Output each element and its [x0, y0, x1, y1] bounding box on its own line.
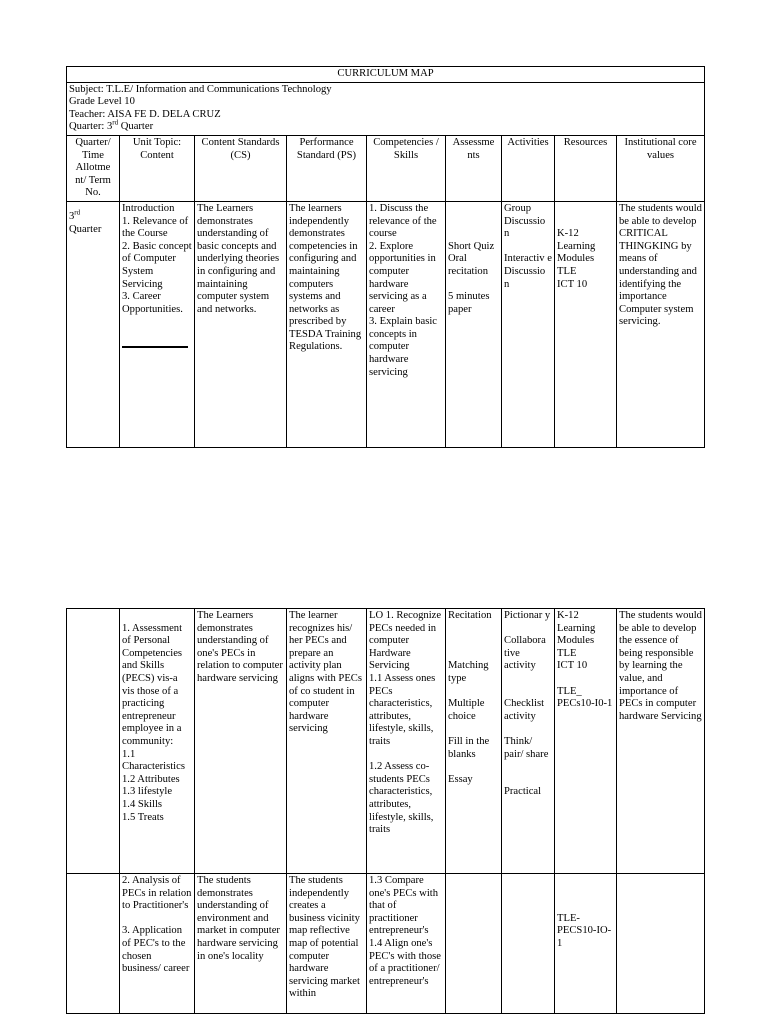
- column-header-row: [67, 135, 705, 201]
- col-header-unit-topic: Unit Topic: Content: [120, 135, 195, 201]
- curriculum-map-table-continued: [66, 608, 705, 1014]
- col-header-core-values: Institutional core values: [617, 135, 705, 201]
- quarter-cell: [67, 874, 120, 1014]
- unit-topic-cell: 2. Analysis of PECs in relation to Practitioner's 3. Application of PEC's to the chosen business/ career: [120, 874, 195, 1014]
- grade-line: Grade Level 10: [69, 96, 135, 108]
- activities-cell: Pictionar y Collabora tive activity Checklist activity Think/ pair/ share Practical: [502, 609, 555, 874]
- assessments-cell: Recitation Matching type Multiple choice Fill in the blanks Essay: [446, 609, 502, 874]
- competencies-cell: 1. Discuss the relevance of the course 2. Explore opportunities in computer hardware servicing as a career 3. Explain basic concepts in computer hardware servicing: [367, 201, 446, 447]
- assessments-cell: [446, 874, 502, 1014]
- document-info: [67, 82, 705, 135]
- col-header-competencies: Competencies / Skills: [367, 135, 446, 201]
- table-row: [67, 609, 705, 874]
- performance-standard-cell: The learner recognizes his/ her PECs and prepare an activity plan aligns with PECs of co student in computer hardware servicing: [287, 609, 367, 874]
- col-header-resources: Resources: [555, 135, 617, 201]
- performance-standard-cell: The learners independently demonstrates competencies in configuring and maintaining computers systems and networks as prescribed by TESDA Training Regulations.: [287, 201, 367, 447]
- table-row: [67, 874, 705, 1014]
- resources-cell: K-12 Learning Modules TLE ICT 10: [555, 201, 617, 447]
- col-header-activities: Activities: [502, 135, 555, 201]
- quarter-cell: 3rd Quarter: [67, 201, 120, 447]
- content-standard-cell: The Learners demonstrates understanding of basic concepts and underlying theories in configuring and maintaining computer system and networks.: [195, 201, 287, 447]
- competencies-cell: 1.3 Compare one's PECs with that of practitioner entrepreneur's 1.4 Align one's PEC's with those of a practitioner/ entrepreneur's: [367, 874, 446, 1014]
- quarter-cell: [67, 609, 120, 874]
- core-values-cell: The students would be able to develop the essence of being responsible by learning the value, and importance of PECs in computer hardware Servicing: [617, 609, 705, 874]
- content-standard-cell: The students demonstrates understanding of environment and market in computer hardware servicing in one's locality: [195, 874, 287, 1014]
- performance-standard-cell: The students independently creates a business vicinity map reflective map of potential computer hardware servicing market within: [287, 874, 367, 1014]
- col-header-performance-standard: Performance Standard (PS): [287, 135, 367, 201]
- subject-line: Subject: T.L.E/ Information and Communications Technology: [69, 83, 332, 95]
- col-header-quarter: Quarter/ Time Allotme nt/ Term No.: [67, 135, 120, 201]
- col-header-content-standards: Content Standards (CS): [195, 135, 287, 201]
- teacher-line: Teacher: AISA FE D. DELA CRUZ: [69, 108, 221, 120]
- col-header-assessments: Assessme nts: [446, 135, 502, 201]
- activities-cell: Group Discussio n Interactiv e Discussio n: [502, 201, 555, 447]
- curriculum-map-table: [66, 66, 705, 448]
- resources-cell: K-12 Learning Modules TLE ICT 10 TLE_ PECs10-I0-1: [555, 609, 617, 874]
- content-standard-cell: The Learners demonstrates understanding of one's PECs in relation to computer hardware servicing: [195, 609, 287, 874]
- competencies-cell: LO 1. Recognize PECs needed in computer Hardware Servicing 1.1 Assess ones PECs characteristics, attributes, lifestyle, skills, traits 1.2 Assess co-students PECs characteristics, attributes, lifestyle, skills, traits: [367, 609, 446, 874]
- unit-topic-cell: 1. Assessment of Personal Competencies and Skills (PECS) vis-a vis those of a practicing entrepreneur employee in a community: 1.1 Characteristics 1.2 Attributes 1.3 lifestyle 1.4 Skills 1.5 Treats: [120, 609, 195, 874]
- resources-cell: TLE-PECS10-IO-1: [555, 874, 617, 1014]
- assessments-cell: Short Quiz Oral recitation 5 minutes paper: [446, 201, 502, 447]
- quarter-line: Quarter: 3rd Quarter: [69, 118, 154, 133]
- table-row: [67, 201, 705, 447]
- unit-topic-cell: Introduction 1. Relevance of the Course 2. Basic concept of Computer System Servicing 3. Career Opportunities.: [120, 201, 195, 447]
- core-values-cell: [617, 874, 705, 1014]
- document-title: CURRICULUM MAP: [67, 67, 705, 83]
- underline-rule: [122, 346, 188, 348]
- activities-cell: [502, 874, 555, 1014]
- core-values-cell: The students would be able to develop CRITICAL THINGKING by means of understanding and identifying the importance Computer system servicing.: [617, 201, 705, 447]
